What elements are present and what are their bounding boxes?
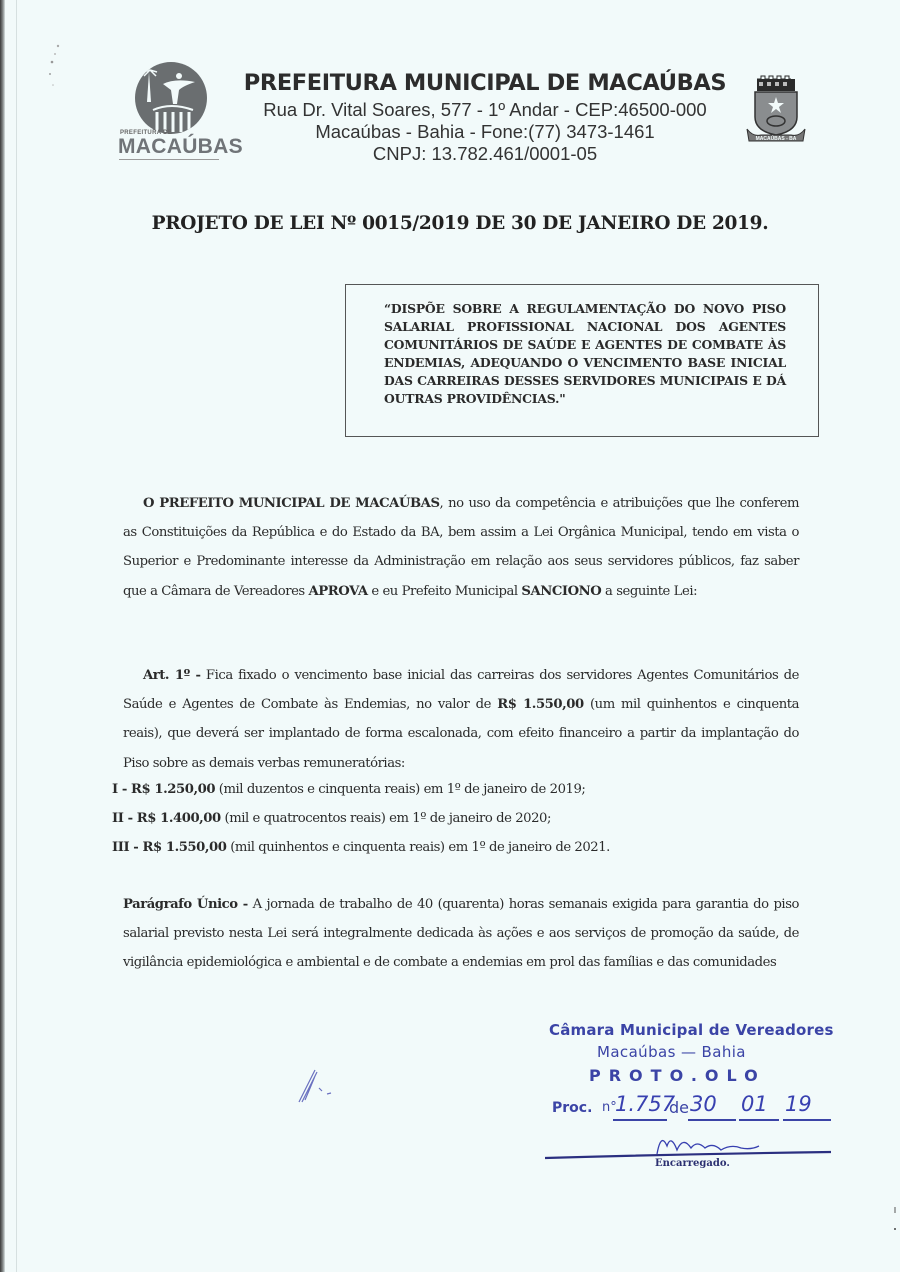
sole-paragraph-label: Parágrafo Único -: [123, 897, 248, 912]
scan-edge-line: [16, 0, 17, 1272]
header-address: Rua Dr. Vital Soares, 577 - 1º Andar - CEP:46500-000: [263, 99, 707, 120]
header-cnpj: CNPJ: 13.782.461/0001-05: [372, 143, 598, 164]
stamp-city: Macaúbas — Bahia: [597, 1043, 746, 1061]
letterhead: [0, 0, 900, 170]
stamp-year: 19: [785, 1092, 812, 1116]
ementa-box: [345, 284, 819, 437]
logo-brand-text: MACAÚBAS: [118, 135, 243, 158]
handwritten-initials: [295, 1066, 355, 1106]
item-label: I - R$ 1.250,00: [112, 782, 216, 797]
article-1-label: Art. 1º -: [143, 668, 201, 683]
stamp-chamber-name: Câmara Municipal de Vereadores: [549, 1021, 834, 1039]
coat-of-arms-icon: [745, 75, 807, 150]
preamble-text-2: e eu Prefeito Municipal: [367, 583, 522, 599]
ementa-text: “DISPÕE SOBRE A REGULAMENTAÇÃO DO NOVO PISO SALARIAL PROFISSIONAL NACIONAL DOS AGENTES COMUNITÁRIOS DE SAÚDE E AGENTES DE COMBATE ÀS ENDEMIAS, ADEQUANDO O VENCIMENTO BASE INICIAL DAS CARREIRAS DESSES SERVIDORES MUNICIPAIS E DÁ OUTRAS PROVIDÊNCIAS.": [384, 301, 786, 406]
preamble-text-1: , no uso da competência e atribuições que lhe conferem as Constituições da República e do Estado da BA, bem assim a Lei Orgânica Municipal, tendo em vista o Superior e Predominante interesse da Administração em relação aos seus servidores públicos, faz saber que a Câmara de Vereadores: [123, 496, 799, 599]
stamp-underline: [783, 1119, 831, 1121]
logo-small-text: PREFEITURA DE: [120, 130, 173, 136]
article-1-item: [112, 804, 752, 833]
document-title: PROJETO DE LEI Nº 0015/2019 DE 30 DE JANEIRO DE 2019.: [151, 213, 769, 234]
stamp-day: 30: [690, 1092, 717, 1116]
article-1-paragraph: [123, 661, 799, 778]
crest-ribbon-text: MACAÚBAS - BA: [755, 136, 797, 142]
stamp-role-label: Encarregado.: [655, 1158, 730, 1169]
item-text: (mil duzentos e cinquenta reais) em 1º de janeiro de 2019;: [215, 782, 586, 797]
header-city-phone: Macaúbas - Bahia - Fone:(77) 3473-1461: [315, 121, 655, 142]
preamble-sanciono: SANCIONO: [521, 583, 602, 599]
item-text: (mil e quatrocentos reais) em 1º de janeiro de 2020;: [220, 811, 551, 827]
article-1-item: [112, 833, 752, 862]
preamble-aprova: APROVA: [308, 583, 368, 599]
protocol-stamp: [545, 1018, 835, 1178]
stamp-month: 01: [741, 1092, 768, 1116]
preamble-bold-start: O PREFEITO MUNICIPAL DE MACAÚBAS: [143, 496, 440, 511]
stamp-protocol: PROTO.OLO: [589, 1066, 766, 1085]
article-1-item: [112, 775, 752, 804]
article-1-text-1: Fica fixado o vencimento base inicial das carreiras dos servidores Agentes Comunitários de Saúde e Agentes de Combate às Endemias, no valor de: [123, 668, 799, 713]
sole-paragraph-text: A jornada de trabalho de 40 (quarenta) horas semanais exigida para garantia do piso salarial previsto nesta Lei será integralmente dedicada às ações e aos serviços de promoção da saúde, de vigilância epidemiológica e ambiental e de combate a endemias em prol das famílias e das comunidades: [123, 897, 800, 971]
scan-edge: [0, 0, 5, 1272]
preamble-paragraph: [123, 489, 799, 606]
municipal-logo-icon: [135, 62, 207, 134]
article-1-text-2: (um mil quinhentos e cinquenta reais), que deverá ser implantado de forma escalonada, com efeito financeiro a partir da implantação do Piso sobre as demais verbas remuneratórias:: [123, 697, 800, 771]
sole-paragraph: [123, 890, 799, 978]
item-label: II - R$ 1.400,00: [112, 811, 221, 827]
stamp-underline: [613, 1119, 667, 1121]
municipal-logo: [115, 60, 243, 165]
item-label: III - R$ 1.550,00: [112, 840, 227, 856]
logo-rule: [119, 159, 219, 160]
header-title: PREFEITURA MUNICIPAL DE MACAÚBAS: [243, 70, 727, 96]
stamp-number-label: n°: [602, 1100, 617, 1115]
article-1-value: R$ 1.550,00: [497, 697, 584, 713]
scan-mark: [893, 1205, 897, 1235]
stamp-proc-number: 1.757: [615, 1092, 676, 1116]
stamp-proc-label: Proc.: [552, 1100, 593, 1116]
stamp-underline: [739, 1119, 779, 1121]
stamp-de-label: de: [669, 1098, 689, 1117]
article-1-items: [112, 775, 752, 863]
stamp-underline: [688, 1119, 736, 1121]
item-text: (mil quinhentos e cinquenta reais) em 1º de janeiro de 2021.: [226, 840, 610, 856]
preamble-text-3: a seguinte Lei:: [601, 583, 698, 599]
